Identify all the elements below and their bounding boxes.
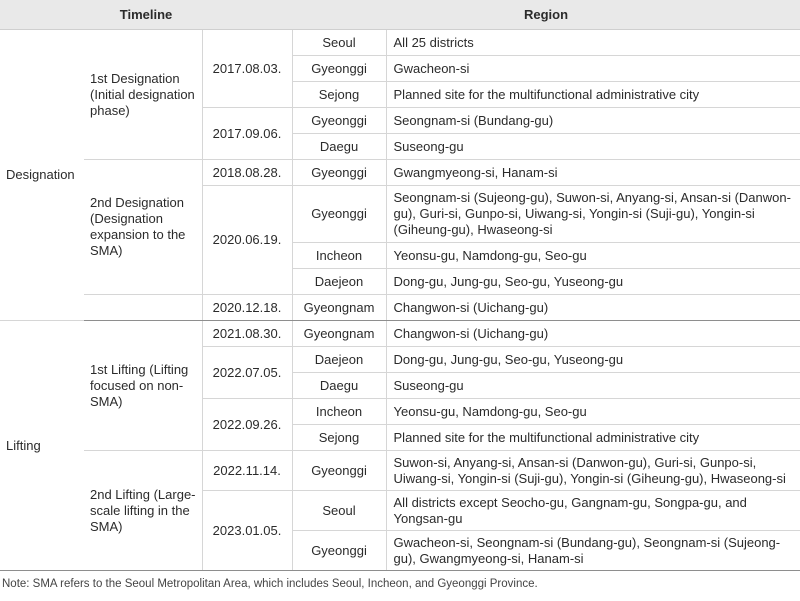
date-cell: 2018.08.28. <box>202 160 292 186</box>
province-cell: Daejeon <box>292 269 386 295</box>
province-cell: Gyeonggi <box>292 531 386 571</box>
region-cell: Gwangmyeong-si, Hanam-si <box>386 160 800 186</box>
province-cell: Sejong <box>292 425 386 451</box>
region-cell: Suseong-gu <box>386 373 800 399</box>
date-cell: 2017.08.03. <box>202 30 292 108</box>
phase-2nd-lifting: 2nd Lifting (Large-scale lifting in the SMA) <box>84 451 202 571</box>
region-cell: Planned site for the multifunctional administrative city <box>386 425 800 451</box>
date-cell: 2021.08.30. <box>202 321 292 347</box>
phase-empty <box>84 295 202 321</box>
region-cell: Suseong-gu <box>386 134 800 160</box>
province-cell: Gyeonggi <box>292 56 386 82</box>
header-timeline: Timeline <box>0 0 292 30</box>
province-cell: Incheon <box>292 399 386 425</box>
category-designation: Designation <box>0 30 84 321</box>
table-row <box>0 295 800 321</box>
table-note: Note: SMA refers to the Seoul Metropolitan Area, which includes Seoul, Incheon, and Gyeonggi Province. <box>2 578 538 590</box>
date-cell: 2023.01.05. <box>202 491 292 571</box>
header-row <box>0 0 800 30</box>
province-cell: Sejong <box>292 82 386 108</box>
phase-1st-designation: 1st Designation (Initial designation phase) <box>84 30 202 160</box>
province-cell: Daegu <box>292 134 386 160</box>
province-cell: Seoul <box>292 30 386 56</box>
region-cell: Yeonsu-gu, Namdong-gu, Seo-gu <box>386 399 800 425</box>
province-cell: Gyeonggi <box>292 451 386 491</box>
region-cell: Gwacheon-si <box>386 56 800 82</box>
date-cell: 2020.12.18. <box>202 295 292 321</box>
region-cell: All districts except Seocho-gu, Gangnam-gu, Songpa-gu, and Yongsan-gu <box>386 491 800 531</box>
province-cell: Incheon <box>292 243 386 269</box>
region-cell: Seongnam-si (Bundang-gu) <box>386 108 800 134</box>
date-cell: 2022.07.05. <box>202 347 292 399</box>
province-cell: Daejeon <box>292 347 386 373</box>
header-region: Region <box>292 0 800 30</box>
region-cell: Changwon-si (Uichang-gu) <box>386 321 800 347</box>
date-cell: 2022.09.26. <box>202 399 292 451</box>
region-cell: Dong-gu, Jung-gu, Seo-gu, Yuseong-gu <box>386 269 800 295</box>
date-cell: 2020.06.19. <box>202 186 292 295</box>
region-cell: Planned site for the multifunctional administrative city <box>386 82 800 108</box>
province-cell: Gyeongnam <box>292 321 386 347</box>
phase-1st-lifting: 1st Lifting (Lifting focused on non-SMA) <box>84 321 202 451</box>
region-cell: All 25 districts <box>386 30 800 56</box>
province-cell: Seoul <box>292 491 386 531</box>
date-cell: 2022.11.14. <box>202 451 292 491</box>
province-cell: Gyeongnam <box>292 295 386 321</box>
province-cell: Daegu <box>292 373 386 399</box>
region-cell: Changwon-si (Uichang-gu) <box>386 295 800 321</box>
region-cell: Gwacheon-si, Seongnam-si (Bundang-gu), Seongnam-si (Sujeong-gu), Gwangmyeong-si, Hanam-si <box>386 531 800 571</box>
region-cell: Seongnam-si (Sujeong-gu), Suwon-si, Anyang-si, Ansan-si (Danwon-gu), Guri-si, Gunpo-si, Uiwang-si, Yongin-si (Suji-gu), Yongin-si (Giheung-gu), Hwaseong-si <box>386 186 800 243</box>
table-row <box>0 321 800 347</box>
region-cell: Suwon-si, Anyang-si, Ansan-si (Danwon-gu), Guri-si, Gunpo-si, Uiwang-si, Yongin-si (Suji-gu), Yongin-si (Giheung-gu), Hwaseong-si <box>386 451 800 491</box>
table-row <box>0 30 800 56</box>
category-lifting: Lifting <box>0 321 84 571</box>
province-cell: Gyeonggi <box>292 186 386 243</box>
province-cell: Gyeonggi <box>292 160 386 186</box>
province-cell: Gyeonggi <box>292 108 386 134</box>
table-row <box>0 451 800 491</box>
table-row <box>0 160 800 186</box>
date-cell: 2017.09.06. <box>202 108 292 160</box>
region-cell: Dong-gu, Jung-gu, Seo-gu, Yuseong-gu <box>386 347 800 373</box>
region-cell: Yeonsu-gu, Namdong-gu, Seo-gu <box>386 243 800 269</box>
phase-2nd-designation: 2nd Designation (Designation expansion to the SMA) <box>84 160 202 295</box>
